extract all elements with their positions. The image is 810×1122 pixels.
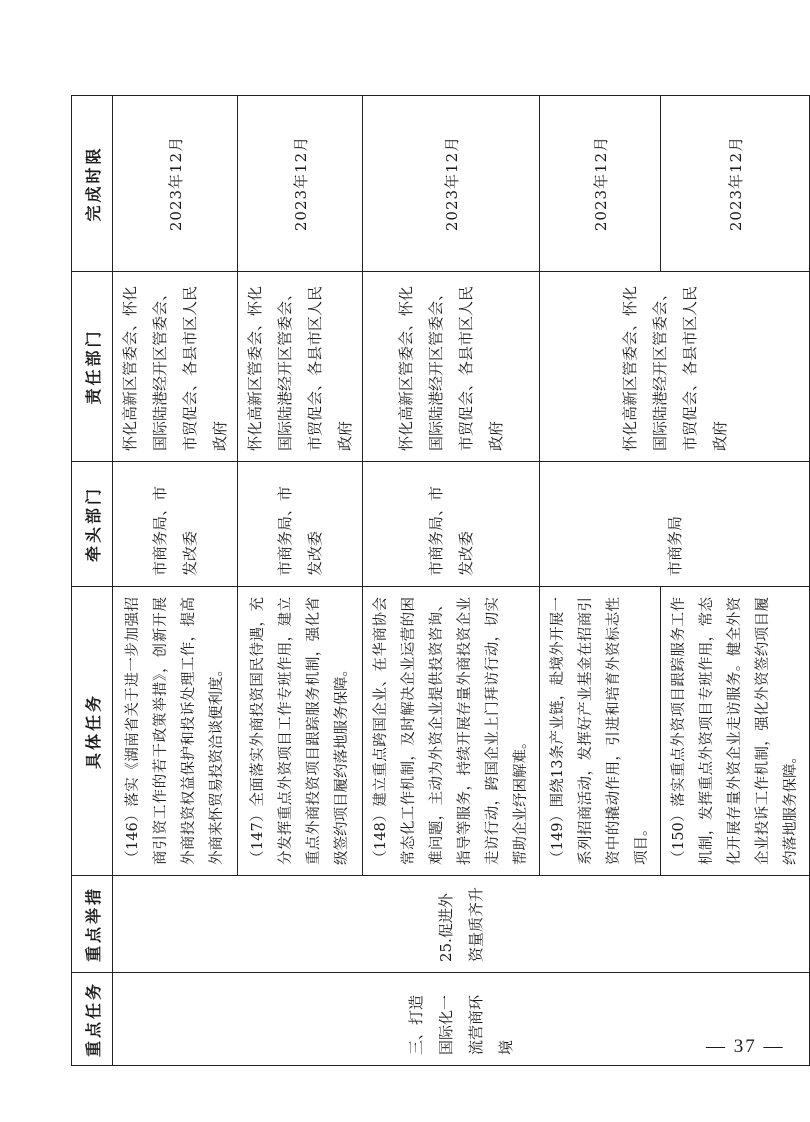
deadline-cell: 2023年12月 — [540, 96, 661, 272]
deadline-cell: 2023年12月 — [113, 96, 238, 272]
deadline-cell: 2023年12月 — [661, 96, 810, 272]
lead-department-cell: 市商务局 — [540, 462, 810, 587]
header-key-measure: 重点举措 — [72, 876, 113, 973]
deadline-cell: 2023年12月 — [238, 96, 363, 272]
responsible-department-cell: 怀化高新区管委会、怀化国际陆港经开区管委会、市贸促会、各县市区人民政府 — [113, 272, 238, 462]
task-cell: （148）建立重点跨国企业、在华商协会常态化工作机制，及时解决企业运营的困难问题，主动为外资企业提供投资咨询、指导等服务，持续开展存量外商投资企业走访行动，跨国企业上门拜访行动，切实帮助企业纾困解难。 — [363, 587, 540, 876]
header-key-task: 重点任务 — [72, 973, 113, 1066]
lead-department-cell: 市商务局、市发改委 — [363, 462, 540, 587]
task-table — [71, 95, 810, 1066]
task-cell: （149）围绕13条产业链，赴境外开展一系列招商活动，发挥好产业基金在招商引资中的撬动作用，引进和培育外资标志性项目。 — [540, 587, 661, 876]
responsible-department-cell: 怀化高新区管委会、怀化国际陆港经开区管委会、市贸促会、各县市区人民政府 — [238, 272, 363, 462]
task-cell: （150）落实重点外资项目跟踪服务工作机制，发挥重点外资项目专班作用，常态化开展存量外资企业走访服务。健全外资企业投诉工作机制，强化外资签约项目履约落地服务保障。 — [661, 587, 810, 876]
task-cell: （147）全面落实外商投资国民待遇，充分发挥重点外资项目工作专班作用，建立重点外商投资项目跟踪服务机制，强化省级签约项目履约落地服务保障。 — [238, 587, 363, 876]
key-measure-cell: 25.促进外资量质齐升 — [113, 876, 810, 973]
page-number: — 37 — — [706, 1036, 785, 1057]
task-cell: （146）落实《湖南省关于进一步加强招商引资工作的若干政策举措》，创新开展外商投资权益保护和投诉处理工作，提高外商来怀贸易投资洽谈便利度。 — [113, 587, 238, 876]
key-task-cell: 三、打造国际化一流营商环境 — [113, 973, 810, 1066]
responsible-department-cell: 怀化高新区管委会、怀化国际陆港经开区管委会、市贸促会、各县市区人民政府 — [540, 272, 810, 462]
table-row — [113, 96, 238, 1066]
lead-department-cell: 市商务局、市发改委 — [113, 462, 238, 587]
header-responsible-department: 责任部门 — [72, 272, 113, 462]
table-header-row — [72, 96, 113, 1066]
header-lead-department: 牵头部门 — [72, 462, 113, 587]
responsible-department-cell: 怀化高新区管委会、怀化国际陆港经开区管委会、市贸促会、各县市区人民政府 — [363, 272, 540, 462]
deadline-cell: 2023年12月 — [363, 96, 540, 272]
header-specific-task: 具体任务 — [72, 587, 113, 876]
header-deadline: 完成时限 — [72, 96, 113, 272]
lead-department-cell: 市商务局、市发改委 — [238, 462, 363, 587]
